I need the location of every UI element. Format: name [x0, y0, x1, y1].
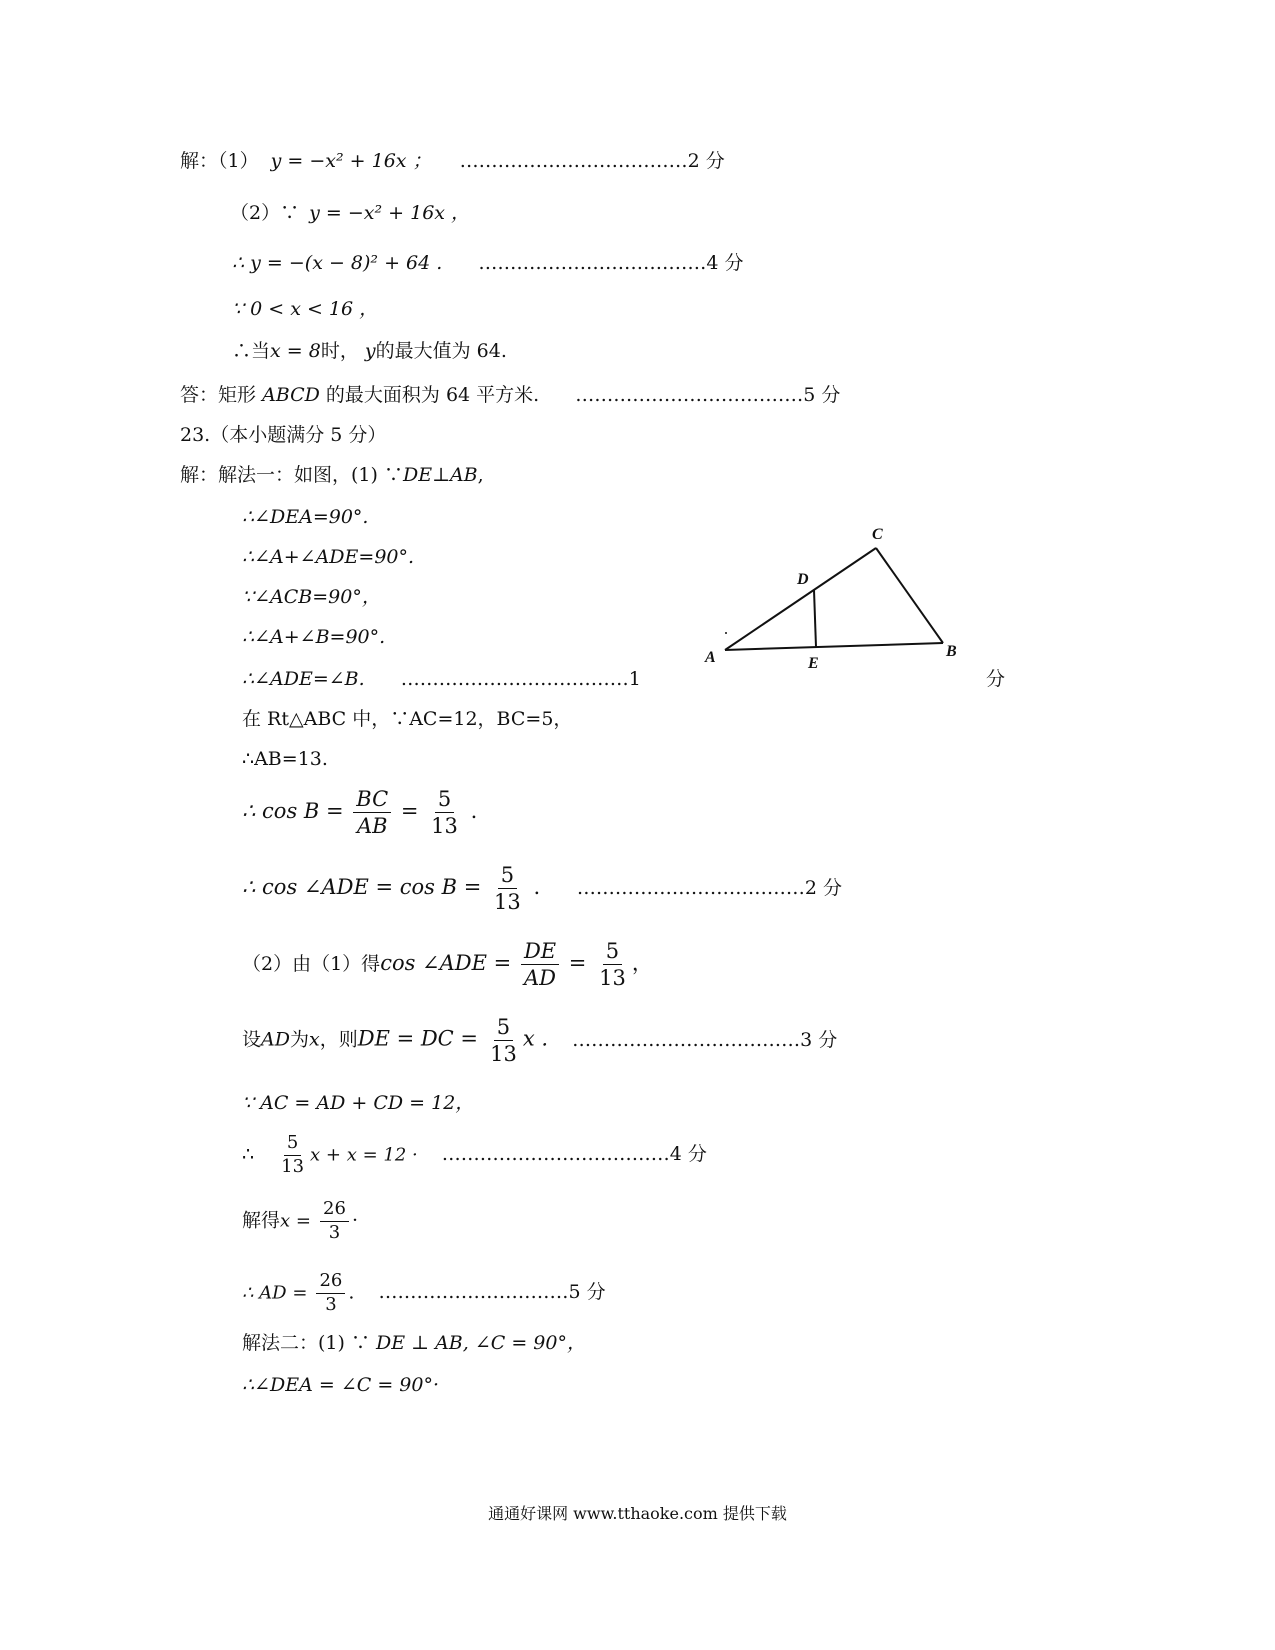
- footer-source: 通通好课网 www.tthaoke.com 提供下载: [488, 1504, 787, 1523]
- stray-dot: [725, 632, 727, 634]
- text-let: 设: [242, 1028, 262, 1051]
- method-2-condition: DE ⊥ AB, ∠C = 90°，: [376, 1332, 586, 1354]
- fraction-bc-ab: $\frac{BC}{AB}$: [353, 788, 391, 837]
- score-dots-5: ………………………………5 分: [575, 384, 841, 406]
- cosb-lhs: ∴ cos B =: [242, 799, 344, 824]
- fraction-5-13: $\frac{5}{13}$: [281, 1132, 305, 1177]
- line-solve-x: [242, 1200, 358, 1243]
- score-fen-1: 分: [986, 668, 1006, 690]
- line-5: [232, 338, 507, 364]
- triangle-figure: [705, 526, 975, 680]
- line-13: [242, 666, 641, 692]
- text-when: ∴当: [232, 340, 271, 362]
- by1-lhs: cos ∠ADE =: [380, 951, 512, 976]
- text-wei: 为: [289, 1028, 309, 1051]
- de-dc-eq: DE = DC =: [357, 1026, 479, 1051]
- segment-ca: [725, 548, 876, 650]
- seg-de: DE: [402, 464, 433, 486]
- comma: ，: [631, 951, 653, 976]
- line-12: ∴∠A+∠B=90°.: [242, 626, 386, 648]
- fraction-5-13: $\frac{5}{13}$: [490, 1015, 517, 1067]
- line-15: ∴AB=13.: [242, 748, 328, 770]
- line-3: [232, 250, 743, 276]
- label-point-c: C: [872, 526, 883, 543]
- label-point-a: A: [705, 649, 716, 666]
- therefore: ∴: [242, 1143, 255, 1166]
- dot: ·: [351, 1209, 358, 1232]
- score-dots-2: ………………………………2 分: [459, 150, 725, 172]
- period: .: [533, 875, 541, 900]
- period: .: [348, 1281, 355, 1304]
- line-method-2: [242, 1330, 586, 1356]
- text-max-area: 的最大面积为 64 平方米.: [325, 384, 540, 406]
- question-23-title: 23.（本小题满分 5 分）: [180, 424, 387, 446]
- score-dots-2b: ………………………………2 分: [576, 877, 842, 900]
- label-point-b: B: [946, 643, 957, 660]
- score-dots-4b: ………………………………4 分: [441, 1143, 707, 1166]
- perp-symbol: ⊥: [432, 464, 450, 486]
- line-8: 解：解法一：如图，(1) ∵DE⊥AB,: [180, 464, 484, 486]
- text-from-1: （2）由（1）得: [242, 953, 381, 976]
- equation-x8: x = 8: [270, 340, 321, 362]
- fraction-26-3: $\frac{26}{3}$: [316, 1272, 345, 1315]
- line-10: ∴∠A+∠ADE=90°.: [242, 546, 415, 568]
- equals: =: [400, 799, 419, 824]
- text-solve: 解得: [242, 1209, 281, 1232]
- label-solution-1: 解：（1）: [180, 150, 259, 172]
- seg-ab: AB: [449, 464, 478, 486]
- line-6: [180, 382, 840, 408]
- text-method-2: 解法二：(1) ∵: [242, 1332, 370, 1354]
- text-abcd: ABCD: [262, 384, 320, 406]
- fraction-5-13: $\frac{5}{13}$: [494, 863, 521, 915]
- equation-tail: x + x = 12 ·: [310, 1144, 418, 1166]
- label-point-d: D: [797, 571, 809, 588]
- text-answer: 答：矩形: [180, 384, 257, 406]
- label-part-2: （2）∵: [230, 202, 300, 224]
- equals: =: [568, 951, 587, 976]
- line-2: [230, 200, 470, 226]
- cosade-lhs: ∴ cos ∠ADE = cos B =: [242, 875, 482, 900]
- equation-4: ∵ 0 < x < 16 ，: [232, 298, 379, 320]
- seg-ad: AD: [261, 1028, 290, 1051]
- text-then: ，则: [319, 1028, 358, 1051]
- line-ad-result: [242, 1272, 606, 1315]
- equation-3: ∴ y = −(x − 8)² + 64 .: [232, 252, 443, 274]
- score-dots-4: ………………………………4 分: [478, 252, 744, 274]
- line-11: ∵∠ACB=90°，: [242, 586, 381, 608]
- x-eq: x =: [280, 1210, 311, 1232]
- fraction-5-13: $\frac{5}{13}$: [599, 939, 626, 991]
- score-dots-5b: …………………………5 分: [378, 1281, 606, 1304]
- line-cos-ade: [242, 864, 842, 913]
- line-let-ad: [242, 1016, 837, 1065]
- segment-bc: [876, 548, 943, 643]
- score-dots-3: ………………………………3 分: [572, 1028, 838, 1051]
- question-23-heading: [180, 422, 386, 448]
- line-1: [180, 148, 725, 174]
- line-14: 在 Rt△ABC 中，∵AC=12，BC=5，: [242, 708, 573, 730]
- line-ac-sum: ∵ AC = AD + CD = 12，: [242, 1092, 475, 1114]
- line-equation-4: [242, 1134, 707, 1177]
- var-y: y: [364, 340, 376, 362]
- text-ade-eq-b: ∴∠ADE=∠B.: [242, 668, 365, 690]
- equation-1: y = −x² + 16x ；: [270, 150, 432, 172]
- score-dots-1: ………………………………1: [400, 668, 641, 690]
- label-point-e: E: [808, 655, 819, 672]
- fraction-5-13: $\frac{5}{13}$: [431, 787, 458, 839]
- line-9: ∴∠DEA=90°.: [242, 506, 369, 528]
- segment-ab: [725, 643, 943, 650]
- fraction-26-3: $\frac{26}{3}$: [320, 1200, 349, 1243]
- text-shi: 时，: [320, 340, 359, 362]
- segment-de: [814, 590, 816, 647]
- line-4: [232, 296, 378, 322]
- line-part-2: [242, 940, 653, 989]
- line-dea-eq-c: ∴∠DEA = ∠C = 90°·: [242, 1374, 440, 1396]
- var-x: x: [309, 1028, 320, 1051]
- fraction-de-ad: $\frac{DE}{AD}$: [521, 940, 559, 989]
- ad-eq: ∴ AD =: [242, 1282, 308, 1304]
- line-cos-b: [242, 788, 477, 837]
- x-tail: x .: [522, 1026, 549, 1051]
- equation-2: y = −x² + 16x ，: [309, 202, 471, 224]
- text-method-1: 解：解法一：如图，(1) ∵: [180, 464, 403, 486]
- text-max-value: 的最大值为 64.: [375, 340, 507, 362]
- period: .: [470, 799, 478, 824]
